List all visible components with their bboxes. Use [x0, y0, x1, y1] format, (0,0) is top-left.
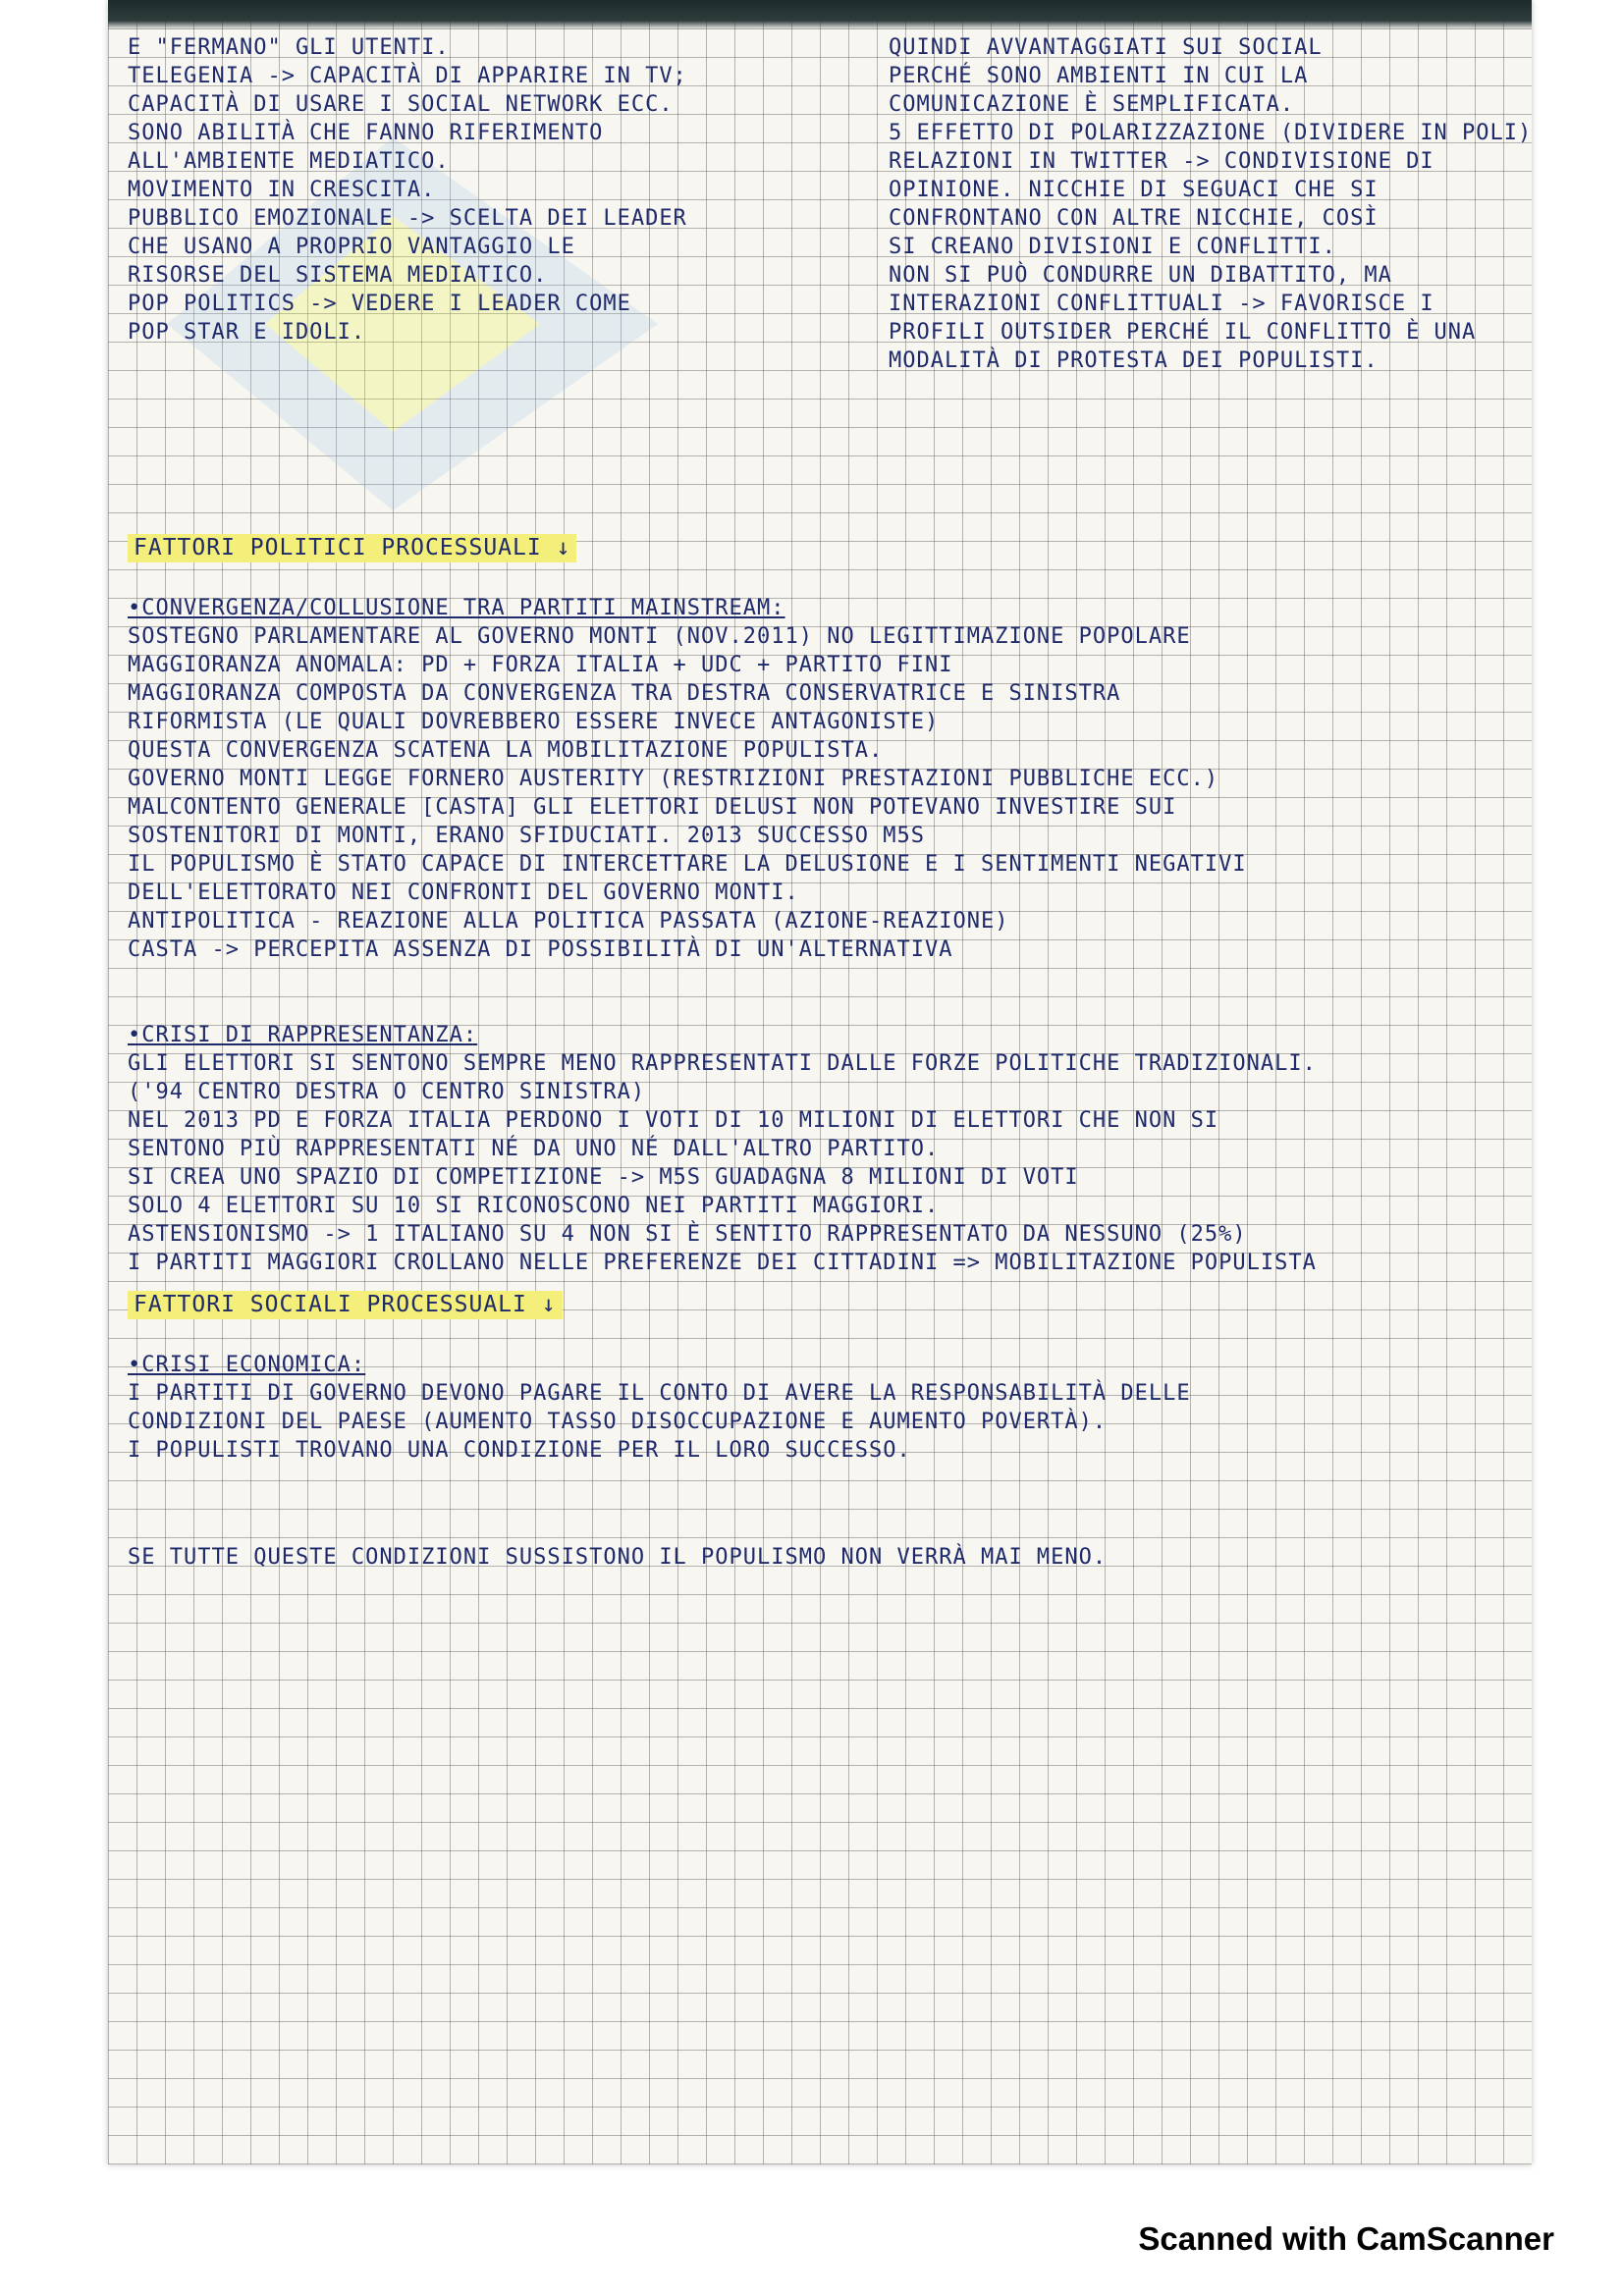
subheading-economic-crisis: •CRISI ECONOMICA:	[128, 1353, 366, 1377]
note-line: CAPACITÀ DI USARE I SOCIAL NETWORK ECC.	[128, 92, 674, 117]
note-line: MOVIMENTO IN CRESCITA.	[128, 178, 436, 202]
note-line: RELAZIONI IN TWITTER -> CONDIVISIONE DI	[889, 149, 1434, 174]
note-line: COMUNICAZIONE È SEMPLIFICATA.	[889, 92, 1295, 117]
note-line: RIFORMISTA (LE QUALI DOVREBBERO ESSERE INVECE ANTAGONISTE)	[128, 710, 940, 734]
note-line: DELL'ELETTORATO NEI CONFRONTI DEL GOVERNO MONTI.	[128, 881, 799, 905]
heading-political-factors: FATTORI POLITICI PROCESSUALI ↓	[128, 534, 576, 562]
note-line: CONFRONTANO CON ALTRE NICCHIE, COSÌ	[889, 206, 1379, 231]
heading-social-factors: FATTORI SOCIALI PROCESSUALI ↓	[128, 1291, 563, 1319]
note-line: SOSTENITORI DI MONTI, ERANO SFIDUCIATI. 2013 SUCCESSO M5S	[128, 824, 925, 848]
note-line: SOSTEGNO PARLAMENTARE AL GOVERNO MONTI (NOV.2011) NO LEGITTIMAZIONE POPOLARE	[128, 624, 1191, 649]
note-line: CONDIZIONI DEL PAESE (AUMENTO TASSO DISOCCUPAZIONE E AUMENTO POVERTÀ).	[128, 1410, 1108, 1434]
note-line: MAGGIORANZA COMPOSTA DA CONVERGENZA TRA DESTRA CONSERVATRICE E SINISTRA	[128, 681, 1121, 706]
closing-statement: SE TUTTE QUESTE CONDIZIONI SUSSISTONO IL POPULISMO NON VERRÀ MAI MENO.	[128, 1545, 1108, 1570]
note-line: CHE USANO A PROPRIO VANTAGGIO LE	[128, 235, 575, 259]
note-line: SI CREANO DIVISIONI E CONFLITTI.	[889, 235, 1336, 259]
note-line: 5 EFFETTO DI POLARIZZAZIONE (DIVIDERE IN POLI)	[889, 121, 1532, 145]
note-line: ASTENSIONISMO -> 1 ITALIANO SU 4 NON SI È SENTITO RAPPRESENTATO DA NESSUNO (25%)	[128, 1222, 1247, 1247]
note-line: I POPULISTI TROVANO UNA CONDIZIONE PER IL LORO SUCCESSO.	[128, 1438, 911, 1463]
note-line: MALCONTENTO GENERALE [CASTA] GLI ELETTORI DELUSI NON POTEVANO INVESTIRE SUI	[128, 795, 1177, 820]
left-column-notes	[128, 33, 687, 347]
right-column-notes	[889, 33, 1532, 375]
note-line: OPINIONE. NICCHIE DI SEGUACI CHE SI	[889, 178, 1379, 202]
note-line: MODALITÀ DI PROTESTA DEI POPULISTI.	[889, 348, 1379, 373]
note-line: QUESTA CONVERGENZA SCATENA LA MOBILITAZIONE POPULISTA.	[128, 738, 884, 763]
note-line: TELEGENIA -> CAPACITÀ DI APPARIRE IN TV;	[128, 64, 687, 88]
note-line: I PARTITI MAGGIORI CROLLANO NELLE PREFERENZE DEI CITTADINI => MOBILITAZIONE POPULISTA	[128, 1251, 1317, 1275]
note-line: POP POLITICS -> VEDERE I LEADER COME	[128, 292, 631, 316]
note-line: POP STAR E IDOLI.	[128, 320, 366, 345]
note-line: GLI ELETTORI SI SENTONO SEMPRE MENO RAPPRESENTATI DALLE FORZE POLITICHE TRADIZIONALI.	[128, 1051, 1317, 1076]
note-line: MAGGIORANZA ANOMALA: PD + FORZA ITALIA + UDC + PARTITO FINI	[128, 653, 953, 677]
subheading-convergence: •CONVERGENZA/COLLUSIONE TRA PARTITI MAINSTREAM:	[128, 596, 785, 620]
notebook-page	[108, 0, 1532, 2164]
note-line: CASTA -> PERCEPITA ASSENZA DI POSSIBILITÀ DI UN'ALTERNATIVA	[128, 937, 953, 962]
note-line: PROFILI OUTSIDER PERCHÉ IL CONFLITTO È UNA	[889, 320, 1477, 345]
note-line: SI CREA UNO SPAZIO DI COMPETIZIONE -> M5S GUADAGNA 8 MILIONI DI VOTI	[128, 1165, 1079, 1190]
camscanner-footer: Scanned with CamScanner	[1138, 2220, 1554, 2257]
note-line: E "FERMANO" GLI UTENTI.	[128, 35, 450, 60]
note-line: NON SI PUÒ CONDURRE UN DIBATTITO, MA	[889, 263, 1392, 288]
note-line: RISORSE DEL SISTEMA MEDIATICO.	[128, 263, 548, 288]
note-line: ANTIPOLITICA - REAZIONE ALLA POLITICA PASSATA (AZIONE-REAZIONE)	[128, 909, 1009, 934]
note-line: SOLO 4 ELETTORI SU 10 SI RICONOSCONO NEI PARTITI MAGGIORI.	[128, 1194, 940, 1218]
note-line: GOVERNO MONTI LEGGE FORNERO AUSTERITY (RESTRIZIONI PRESTAZIONI PUBBLICHE ECC.)	[128, 767, 1219, 791]
note-line: ('94 CENTRO DESTRA O CENTRO SINISTRA)	[128, 1080, 646, 1104]
note-line: I PARTITI DI GOVERNO DEVONO PAGARE IL CONTO DI AVERE LA RESPONSABILITÀ DELLE	[128, 1381, 1191, 1406]
note-line: SONO ABILITÀ CHE FANNO RIFERIMENTO	[128, 121, 604, 145]
scan-top-edge	[108, 0, 1532, 29]
note-line: SENTONO PIÙ RAPPRESENTATI NÉ DA UNO NÉ DALL'ALTRO PARTITO.	[128, 1137, 940, 1161]
main-notes	[128, 520, 1522, 1572]
note-line: QUINDI AVVANTAGGIATI SUI SOCIAL	[889, 35, 1323, 60]
note-line: IL POPULISMO È STATO CAPACE DI INTERCETTARE LA DELUSIONE E I SENTIMENTI NEGATIVI	[128, 852, 1247, 877]
note-line: PERCHÉ SONO AMBIENTI IN CUI LA	[889, 64, 1309, 88]
note-line: PUBBLICO EMOZIONALE -> SCELTA DEI LEADER	[128, 206, 687, 231]
subheading-representation: •CRISI DI RAPPRESENTANZA:	[128, 1023, 478, 1047]
note-line: INTERAZIONI CONFLITTUALI -> FAVORISCE I	[889, 292, 1434, 316]
note-line: NEL 2013 PD E FORZA ITALIA PERDONO I VOTI DI 10 MILIONI DI ELETTORI CHE NON SI	[128, 1108, 1219, 1133]
note-line: ALL'AMBIENTE MEDIATICO.	[128, 149, 450, 174]
